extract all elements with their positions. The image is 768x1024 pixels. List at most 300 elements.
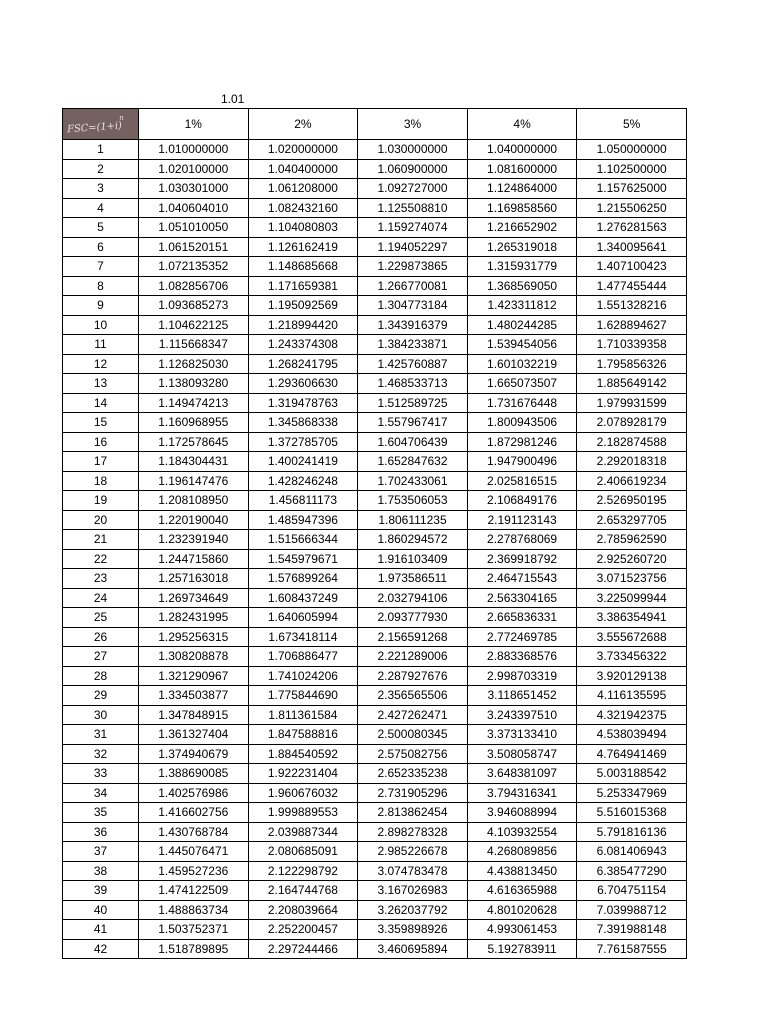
factor-cell: 1.196147476 [139, 471, 249, 491]
factor-cell: 1.308208878 [139, 647, 249, 667]
factor-cell: 1.218994420 [248, 315, 358, 335]
factor-cell: 1.979931599 [577, 393, 687, 413]
formula-photo-cell [63, 109, 139, 140]
period-cell: 30 [63, 705, 139, 725]
factor-cell: 1.488863734 [139, 900, 249, 920]
table-row [63, 920, 687, 940]
factor-cell: 1.010000000 [139, 140, 249, 160]
factor-cell: 1.138093280 [139, 374, 249, 394]
factor-cell: 1.551328216 [577, 296, 687, 316]
factor-cell: 1.480244285 [467, 315, 577, 335]
table-row [63, 257, 687, 277]
factor-cell: 3.167026983 [358, 881, 468, 901]
factor-cell: 1.960676032 [248, 783, 358, 803]
factor-cell: 1.557967417 [358, 413, 468, 433]
table-row [63, 569, 687, 589]
factor-cell: 1.503752371 [139, 920, 249, 940]
factor-cell: 1.425760887 [358, 354, 468, 374]
factor-cell: 1.194052297 [358, 237, 468, 257]
factor-cell: 4.103932554 [467, 822, 577, 842]
factor-cell: 1.640605994 [248, 608, 358, 628]
factor-cell: 1.093685273 [139, 296, 249, 316]
factor-cell: 1.753506053 [358, 491, 468, 511]
factor-cell: 2.526950195 [577, 491, 687, 511]
factor-cell: 1.319478763 [248, 393, 358, 413]
factor-cell: 5.003188542 [577, 764, 687, 784]
table-row [63, 627, 687, 647]
factor-cell: 2.292018318 [577, 452, 687, 472]
factor-cell: 1.269734649 [139, 588, 249, 608]
factor-cell: 1.171659381 [248, 276, 358, 296]
factor-cell: 4.268089856 [467, 842, 577, 862]
factor-cell: 1.576899264 [248, 569, 358, 589]
factor-cell: 1.445076471 [139, 842, 249, 862]
factor-cell: 1.157625000 [577, 179, 687, 199]
period-cell: 33 [63, 764, 139, 784]
factor-cell: 2.772469785 [467, 627, 577, 647]
period-cell: 23 [63, 569, 139, 589]
factor-cell: 3.555672688 [577, 627, 687, 647]
factor-cell: 4.538039494 [577, 725, 687, 745]
factor-cell: 4.616365988 [467, 881, 577, 901]
column-header-rate: 1% [139, 109, 249, 140]
factor-cell: 5.791816136 [577, 822, 687, 842]
factor-cell: 2.785962590 [577, 530, 687, 550]
factor-cell: 1.030000000 [358, 140, 468, 160]
factor-cell: 1.082856706 [139, 276, 249, 296]
factor-cell: 2.032794106 [358, 588, 468, 608]
factor-cell: 1.468533713 [358, 374, 468, 394]
factor-cell: 1.229873865 [358, 257, 468, 277]
factor-cell: 1.474122509 [139, 881, 249, 901]
factor-cell: 1.216652902 [467, 218, 577, 238]
table-row [63, 686, 687, 706]
factor-cell: 1.295256315 [139, 627, 249, 647]
factor-cell: 1.345868338 [248, 413, 358, 433]
factor-cell: 1.860294572 [358, 530, 468, 550]
factor-cell: 2.080685091 [248, 842, 358, 862]
period-cell: 12 [63, 354, 139, 374]
period-cell: 22 [63, 549, 139, 569]
factor-cell: 1.304773184 [358, 296, 468, 316]
factor-cell: 1.215506250 [577, 198, 687, 218]
factor-cell: 2.925260720 [577, 549, 687, 569]
factor-cell: 1.315931779 [467, 257, 577, 277]
factor-cell: 1.731676448 [467, 393, 577, 413]
table-row [63, 452, 687, 472]
header-value: 1.01 [221, 92, 245, 106]
factor-cell: 3.460695894 [358, 939, 468, 959]
svg-text:FSC=(1+i): FSC=(1+i) [66, 120, 123, 136]
factor-cell: 2.813862454 [358, 803, 468, 823]
factor-cell: 1.795856326 [577, 354, 687, 374]
factor-cell: 1.148685668 [248, 257, 358, 277]
table-row [63, 549, 687, 569]
factor-cell: 2.221289006 [358, 647, 468, 667]
table-row [63, 491, 687, 511]
handwritten-formula-image [63, 109, 138, 139]
factor-cell: 6.704751154 [577, 881, 687, 901]
factor-cell: 1.710339358 [577, 335, 687, 355]
factor-cell: 1.072135352 [139, 257, 249, 277]
period-cell: 15 [63, 413, 139, 433]
table-row [63, 413, 687, 433]
factor-cell: 7.761587555 [577, 939, 687, 959]
column-header-rate: 5% [577, 109, 687, 140]
factor-cell: 1.973586511 [358, 569, 468, 589]
factor-cell: 1.244715860 [139, 549, 249, 569]
factor-cell: 3.508058747 [467, 744, 577, 764]
period-cell: 28 [63, 666, 139, 686]
period-cell: 38 [63, 861, 139, 881]
period-cell: 25 [63, 608, 139, 628]
table-row [63, 218, 687, 238]
factor-cell: 1.652847632 [358, 452, 468, 472]
factor-cell: 1.082432160 [248, 198, 358, 218]
factor-cell: 3.386354941 [577, 608, 687, 628]
factor-cell: 1.126162419 [248, 237, 358, 257]
factor-cell: 1.673418114 [248, 627, 358, 647]
period-cell: 10 [63, 315, 139, 335]
period-cell: 39 [63, 881, 139, 901]
factor-cell: 1.800943506 [467, 413, 577, 433]
factor-cell: 1.159274074 [358, 218, 468, 238]
period-cell: 31 [63, 725, 139, 745]
factor-cell: 1.847588816 [248, 725, 358, 745]
factor-cell: 1.184304431 [139, 452, 249, 472]
factor-cell: 1.916103409 [358, 549, 468, 569]
factor-cell: 1.372785705 [248, 432, 358, 452]
factor-cell: 6.385477290 [577, 861, 687, 881]
factor-cell: 2.287927676 [358, 666, 468, 686]
table-row [63, 764, 687, 784]
table-row [63, 861, 687, 881]
factor-cell: 1.020100000 [139, 159, 249, 179]
factor-cell: 1.665073507 [467, 374, 577, 394]
svg-text:n: n [119, 113, 124, 123]
factor-cell: 4.116135595 [577, 686, 687, 706]
factor-cell: 1.518789895 [139, 939, 249, 959]
factor-cell: 1.400241419 [248, 452, 358, 472]
factor-cell: 2.208039664 [248, 900, 358, 920]
factor-cell: 2.985226678 [358, 842, 468, 862]
factor-cell: 2.025816515 [467, 471, 577, 491]
factor-cell: 7.391988148 [577, 920, 687, 940]
table-row [63, 608, 687, 628]
column-header-rate: 4% [467, 109, 577, 140]
factor-cell: 3.359898926 [358, 920, 468, 940]
factor-cell: 1.169858560 [467, 198, 577, 218]
factor-cell: 1.125508810 [358, 198, 468, 218]
factor-cell: 1.384233871 [358, 335, 468, 355]
factor-cell: 4.438813450 [467, 861, 577, 881]
factor-cell: 1.061520151 [139, 237, 249, 257]
factor-cell: 3.920129138 [577, 666, 687, 686]
period-cell: 37 [63, 842, 139, 862]
factor-cell: 4.764941469 [577, 744, 687, 764]
table-row [63, 374, 687, 394]
table-row [63, 881, 687, 901]
factor-cell: 2.356565506 [358, 686, 468, 706]
factor-cell: 2.998703319 [467, 666, 577, 686]
factor-cell: 3.794316341 [467, 783, 577, 803]
factor-cell: 2.652335238 [358, 764, 468, 784]
table-row [63, 842, 687, 862]
factor-cell: 1.020000000 [248, 140, 358, 160]
table-row [63, 900, 687, 920]
factor-cell: 1.321290967 [139, 666, 249, 686]
factor-cell: 1.030301000 [139, 179, 249, 199]
factor-cell: 4.801020628 [467, 900, 577, 920]
table-row [63, 140, 687, 160]
period-cell: 36 [63, 822, 139, 842]
factor-cell: 1.276281563 [577, 218, 687, 238]
table-header-row [63, 109, 687, 140]
factor-cell: 1.051010050 [139, 218, 249, 238]
factor-cell: 1.608437249 [248, 588, 358, 608]
factor-cell: 1.268241795 [248, 354, 358, 374]
table-row [63, 822, 687, 842]
factor-cell: 1.104622125 [139, 315, 249, 335]
factor-cell: 1.539454056 [467, 335, 577, 355]
factor-cell: 1.702433061 [358, 471, 468, 491]
factor-cell: 2.093777930 [358, 608, 468, 628]
table-row [63, 705, 687, 725]
factor-cell: 2.164744768 [248, 881, 358, 901]
factor-cell: 4.321942375 [577, 705, 687, 725]
factor-cell: 6.081406943 [577, 842, 687, 862]
factor-cell: 1.872981246 [467, 432, 577, 452]
factor-cell: 2.898278328 [358, 822, 468, 842]
table-row [63, 354, 687, 374]
factor-cell: 1.423311812 [467, 296, 577, 316]
period-cell: 27 [63, 647, 139, 667]
factor-cell: 3.074783478 [358, 861, 468, 881]
period-cell: 20 [63, 510, 139, 530]
period-cell: 32 [63, 744, 139, 764]
factor-cell: 2.078928179 [577, 413, 687, 433]
column-header-rate: 3% [358, 109, 468, 140]
factor-cell: 1.604706439 [358, 432, 468, 452]
factor-cell: 2.665836331 [467, 608, 577, 628]
factor-cell: 1.459527236 [139, 861, 249, 881]
factor-cell: 1.741024206 [248, 666, 358, 686]
table-row [63, 783, 687, 803]
period-cell: 8 [63, 276, 139, 296]
factor-cell: 1.092727000 [358, 179, 468, 199]
factor-cell: 5.516015368 [577, 803, 687, 823]
factor-cell: 1.104080803 [248, 218, 358, 238]
factor-cell: 1.149474213 [139, 393, 249, 413]
table-row [63, 939, 687, 959]
factor-cell: 1.060900000 [358, 159, 468, 179]
factor-cell: 1.430768784 [139, 822, 249, 842]
table-row [63, 744, 687, 764]
period-cell: 11 [63, 335, 139, 355]
factor-cell: 2.883368576 [467, 647, 577, 667]
factor-cell: 1.266770081 [358, 276, 468, 296]
factor-cell: 2.278768069 [467, 530, 577, 550]
factor-cell: 3.071523756 [577, 569, 687, 589]
table-row [63, 725, 687, 745]
factor-cell: 1.220190040 [139, 510, 249, 530]
factor-cell: 1.811361584 [248, 705, 358, 725]
factor-cell: 4.993061453 [467, 920, 577, 940]
period-cell: 1 [63, 140, 139, 160]
factor-cell: 5.253347969 [577, 783, 687, 803]
factor-cell: 3.946088994 [467, 803, 577, 823]
column-header-rate: 2% [248, 109, 358, 140]
factor-cell: 1.257163018 [139, 569, 249, 589]
factor-cell: 1.628894627 [577, 315, 687, 335]
factor-cell: 1.282431995 [139, 608, 249, 628]
factor-cell: 1.806111235 [358, 510, 468, 530]
factor-cell: 2.182874588 [577, 432, 687, 452]
factor-cell: 1.884540592 [248, 744, 358, 764]
factor-cell: 3.648381097 [467, 764, 577, 784]
factor-cell: 3.225099944 [577, 588, 687, 608]
factor-cell: 1.243374308 [248, 335, 358, 355]
table-row [63, 432, 687, 452]
period-cell: 2 [63, 159, 139, 179]
factor-cell: 1.334503877 [139, 686, 249, 706]
period-cell: 6 [63, 237, 139, 257]
period-cell: 26 [63, 627, 139, 647]
factor-cell: 1.368569050 [467, 276, 577, 296]
factor-cell: 2.427262471 [358, 705, 468, 725]
period-cell: 29 [63, 686, 139, 706]
factor-cell: 1.102500000 [577, 159, 687, 179]
factor-cell: 2.653297705 [577, 510, 687, 530]
period-cell: 16 [63, 432, 139, 452]
factor-cell: 5.192783911 [467, 939, 577, 959]
factor-cell: 2.191123143 [467, 510, 577, 530]
factor-cell: 2.464715543 [467, 569, 577, 589]
period-cell: 40 [63, 900, 139, 920]
factor-cell: 2.106849176 [467, 491, 577, 511]
factor-cell: 1.172578645 [139, 432, 249, 452]
factor-cell: 1.081600000 [467, 159, 577, 179]
factor-cell: 2.122298792 [248, 861, 358, 881]
period-cell: 19 [63, 491, 139, 511]
factor-cell: 1.126825030 [139, 354, 249, 374]
period-cell: 35 [63, 803, 139, 823]
period-cell: 42 [63, 939, 139, 959]
period-cell: 24 [63, 588, 139, 608]
table-row [63, 530, 687, 550]
factor-cell: 1.115668347 [139, 335, 249, 355]
table-row [63, 393, 687, 413]
factor-cell: 1.160968955 [139, 413, 249, 433]
factor-cell: 2.563304165 [467, 588, 577, 608]
period-cell: 41 [63, 920, 139, 940]
table-row [63, 647, 687, 667]
period-cell: 4 [63, 198, 139, 218]
period-cell: 17 [63, 452, 139, 472]
table-row [63, 198, 687, 218]
factor-cell: 1.485947396 [248, 510, 358, 530]
factor-cell: 3.262037792 [358, 900, 468, 920]
factor-cell: 1.416602756 [139, 803, 249, 823]
factor-cell: 3.243397510 [467, 705, 577, 725]
period-cell: 7 [63, 257, 139, 277]
table-row [63, 803, 687, 823]
factor-cell: 1.512589725 [358, 393, 468, 413]
factor-cell: 2.731905296 [358, 783, 468, 803]
factor-cell: 1.232391940 [139, 530, 249, 550]
factor-cell: 1.428246248 [248, 471, 358, 491]
factor-cell: 1.195092569 [248, 296, 358, 316]
table-row [63, 276, 687, 296]
factor-cell: 2.406619234 [577, 471, 687, 491]
factor-cell: 1.061208000 [248, 179, 358, 199]
factor-cell: 1.407100423 [577, 257, 687, 277]
factor-cell: 1.477455444 [577, 276, 687, 296]
factor-cell: 7.039988712 [577, 900, 687, 920]
factor-cell: 1.340095641 [577, 237, 687, 257]
period-cell: 5 [63, 218, 139, 238]
factor-cell: 2.252200457 [248, 920, 358, 940]
table-row [63, 471, 687, 491]
factor-cell: 1.545979671 [248, 549, 358, 569]
factor-cell: 1.040400000 [248, 159, 358, 179]
factor-cell: 3.373133410 [467, 725, 577, 745]
table-row [63, 666, 687, 686]
factor-cell: 2.156591268 [358, 627, 468, 647]
factor-cell: 1.402576986 [139, 783, 249, 803]
factor-cell: 1.361327404 [139, 725, 249, 745]
factor-cell: 1.343916379 [358, 315, 468, 335]
table-row [63, 159, 687, 179]
table-row [63, 588, 687, 608]
factor-cell: 1.456811173 [248, 491, 358, 511]
future-value-factor-table [62, 108, 687, 959]
factor-cell: 1.999889553 [248, 803, 358, 823]
table-row [63, 315, 687, 335]
period-cell: 34 [63, 783, 139, 803]
factor-cell: 2.500080345 [358, 725, 468, 745]
period-cell: 21 [63, 530, 139, 550]
table-body [63, 140, 687, 959]
period-cell: 14 [63, 393, 139, 413]
table-row [63, 179, 687, 199]
factor-cell: 3.733456322 [577, 647, 687, 667]
factor-cell: 2.369918792 [467, 549, 577, 569]
factor-cell: 1.885649142 [577, 374, 687, 394]
table-row [63, 237, 687, 257]
period-cell: 13 [63, 374, 139, 394]
table-row [63, 510, 687, 530]
factor-cell: 1.208108950 [139, 491, 249, 511]
factor-cell: 1.601032219 [467, 354, 577, 374]
factor-cell: 1.374940679 [139, 744, 249, 764]
factor-cell: 3.118651452 [467, 686, 577, 706]
factor-cell: 1.515666344 [248, 530, 358, 550]
factor-cell: 1.124864000 [467, 179, 577, 199]
factor-cell: 1.947900496 [467, 452, 577, 472]
factor-cell: 1.775844690 [248, 686, 358, 706]
factor-cell: 1.388690085 [139, 764, 249, 784]
table-row [63, 296, 687, 316]
factor-cell: 1.040000000 [467, 140, 577, 160]
period-cell: 3 [63, 179, 139, 199]
period-cell: 9 [63, 296, 139, 316]
factor-cell: 2.039887344 [248, 822, 358, 842]
factor-cell: 1.922231404 [248, 764, 358, 784]
table-row [63, 335, 687, 355]
factor-cell: 1.040604010 [139, 198, 249, 218]
period-cell: 18 [63, 471, 139, 491]
